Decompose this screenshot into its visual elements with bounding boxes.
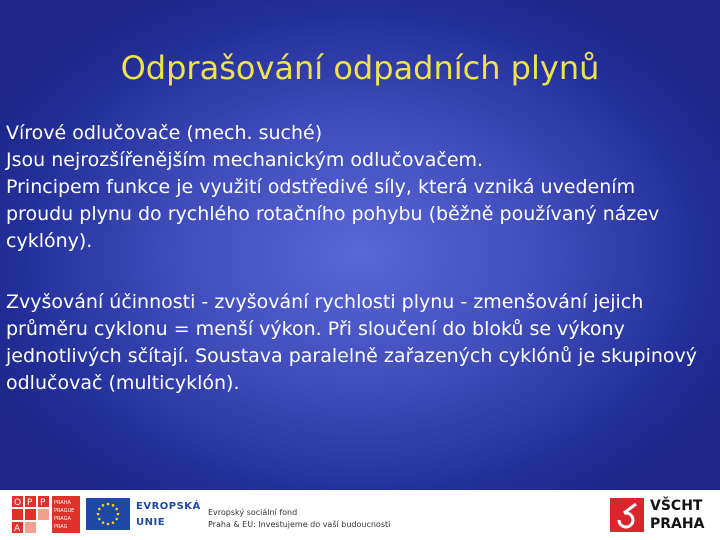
paragraph-efficiency: Zvyšování účinnosti - zvyšování rychlosti plynu - zmenšování jejich průměru cyklonu = menší výkon. Při sloučení do bloků se výkony jednotlivých sčítají. Soustava paralelně zařazených cyklónů je skupinový odlučovač (multicyklón). <box>6 291 698 394</box>
opp-letter-p1: P <box>27 498 33 508</box>
esf-caption <box>208 507 390 531</box>
slide-body <box>6 120 706 397</box>
opp-letter-o: O <box>14 498 22 508</box>
opp-praha-logo <box>12 496 80 534</box>
vscht-label-line-2: PRAHA <box>650 516 705 532</box>
paragraph-spacer <box>6 255 706 289</box>
eu-flag-icon <box>86 498 130 530</box>
praha-line-3: PRAGA <box>54 516 71 522</box>
praha-line-4: PRAG <box>54 524 68 530</box>
praha-line-2: PRAGUE <box>54 508 75 514</box>
vscht-label-line-1: VŠCHT <box>650 498 703 514</box>
paragraph-heading: Vírové odlučovače (mech. suché) <box>6 122 323 144</box>
eu-label <box>136 499 201 531</box>
opp-letter-a: A <box>14 524 21 534</box>
eu-label-line-2: UNIE <box>136 517 166 528</box>
opp-letter-p2: P <box>40 498 46 508</box>
praha-line-1: PRAHA <box>54 500 71 506</box>
esf-caption-line-1: Evropský sociální fond <box>208 508 298 517</box>
esf-caption-line-2: Praha & EU: Investujeme do vaší budoucnosti <box>208 520 391 529</box>
eu-label-line-1: EVROPSKÁ <box>136 501 201 512</box>
paragraph-intro: Jsou nejrozšířenějším mechanickým odlučovačem. <box>6 149 484 171</box>
paragraph-principle: Principem funkce je využití odstředivé síly, která vzniká uvedením proudu plynu do rychlého rotačního pohybu (běžně používaný název cyklóny). <box>6 176 660 252</box>
vscht-label <box>650 497 704 533</box>
vscht-logo-icon <box>610 498 644 532</box>
slide-title: Odprašování odpadních plynů <box>120 49 600 87</box>
footer-logo-bar <box>0 490 720 540</box>
